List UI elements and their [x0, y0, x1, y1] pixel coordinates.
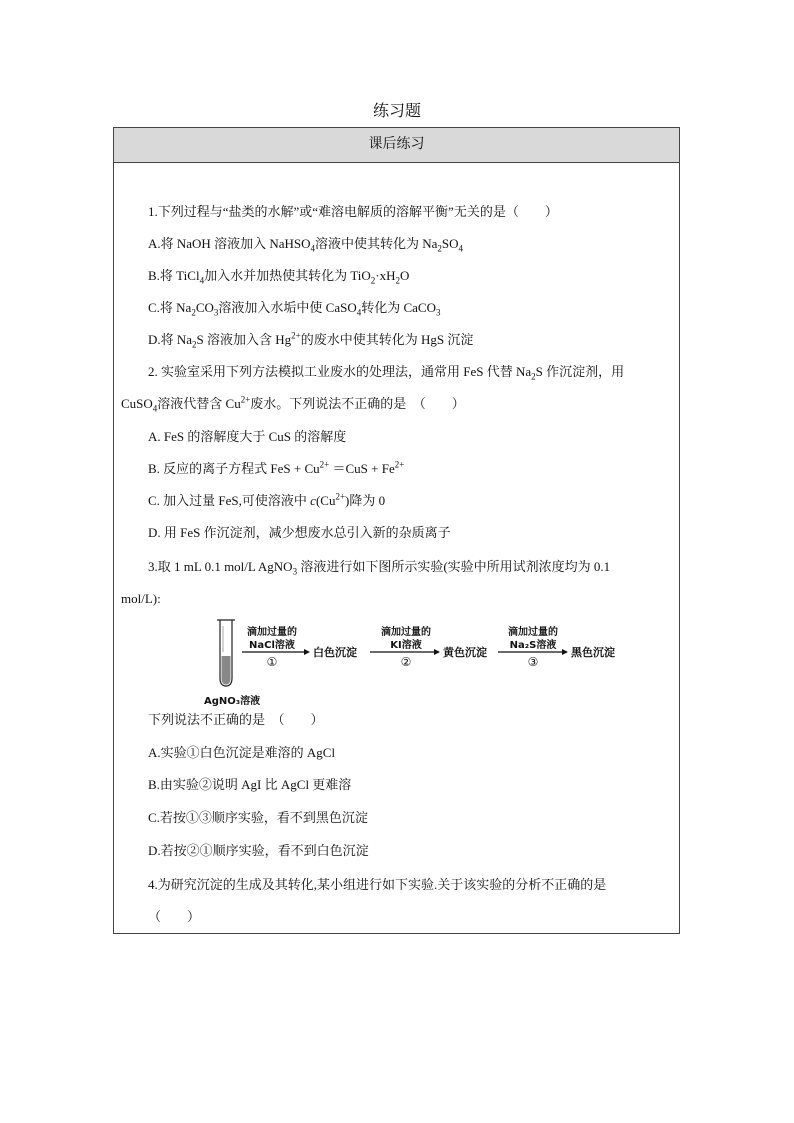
q2-option-c: C. 加入过量 FeS,可使溶液中 $c(Cu^{2+})$降为 0 — [148, 491, 386, 508]
q3-option-b: B.由实验②说明 AgI 比 AgCl 更难溶 — [148, 777, 352, 792]
q1-stem: 1.下列过程与“盐类的水解”或“难溶电解质的溶解平衡”无关的是（ ） — [148, 204, 558, 219]
q3-prompt: 下列说法不正确的是 （ ） — [148, 712, 324, 727]
step3-reagent: Na₂S溶液 — [509, 640, 557, 651]
step1-top-label: 滴加过量的 — [247, 627, 297, 638]
q4-stem-line2: （ ） — [148, 909, 201, 924]
result1: 白色沉淀 — [313, 646, 357, 659]
q3-option-d: D.若按②①顺序实验，看不到白色沉淀 — [148, 843, 369, 858]
q1-option-d: D.将 $Na_2S$ 溶液加入含 $Hg^{2+}$的废水中使其转化为 HgS 沉淀 — [148, 330, 474, 350]
q2-option-d: D. 用 FeS 作沉淀剂，减少想废水总引入新的杂质离子 — [148, 525, 451, 540]
q2-stem-line1: 2. 实验室采用下列方法模拟工业废水的处理法，通常用 FeS 代替 $Na_2S$ 作沉淀剂，用 — [148, 364, 625, 382]
q1-option-a: A.将 NaOH 溶液加入 NaHSO$_4$溶液中使其转化为 $Na_2SO_4$ — [148, 236, 464, 254]
result2: 黄色沉淀 — [443, 646, 487, 659]
q3-stem-line2: mol/L): — [121, 591, 161, 606]
step2-number: ② — [400, 655, 412, 669]
experiment-diagram — [200, 616, 630, 711]
q2-option-a: A. FeS 的溶解度大于 CuS 的溶解度 — [148, 429, 347, 444]
step1-number: ① — [266, 655, 278, 669]
test-tube-icon — [217, 620, 235, 686]
section-header: 课后练习 — [114, 128, 679, 163]
step2-reagent: KI溶液 — [390, 640, 422, 651]
result3: 黑色沉淀 — [571, 646, 615, 659]
q3-option-a: A.实验①白色沉淀是难溶的 AgCl — [148, 745, 336, 760]
q2-stem-line2: CuSO$_4$溶液代替含 $Cu^{2+}$废水。下列说法不正确的是 （ ） — [121, 394, 465, 414]
q3-option-c: C.若按①③顺序实验，看不到黑色沉淀 — [148, 810, 368, 825]
q2-option-b: B. 反应的离子方程式 FeS + $Cu^{2+} =CuS + Fe^{2+}$ — [148, 459, 405, 476]
page-title: 练习题 — [372, 103, 421, 120]
q4-stem-line1: 4.为研究沉淀的生成及其转化,某小组进行如下实验.关于该实验的分析不正确的是 — [148, 877, 607, 892]
q1-option-c: C.将 $Na_2CO_3$溶液加入水垢中使 CaSO$_4$转化为 CaCO$_3$ — [148, 300, 441, 318]
step3-number: ③ — [527, 655, 539, 669]
q3-stem-line1: 3.取 1 mL 0.1 mol/L AgNO$_3$ 溶液进行如下图所示实验(实验中所用试剂浓度均为 0.1 — [148, 559, 611, 577]
step1-reagent: NaCl溶液 — [249, 640, 295, 651]
step2-top-label: 滴加过量的 — [381, 627, 431, 638]
q1-option-b: B.将 TiCl$_4$加入水并加热使其转化为 $TiO_2\cdot xH_2O$ — [148, 268, 410, 286]
tube-label: AgNO₃溶液 — [204, 696, 261, 707]
exercise-box — [113, 127, 680, 934]
step3-top-label: 滴加过量的 — [508, 627, 558, 638]
